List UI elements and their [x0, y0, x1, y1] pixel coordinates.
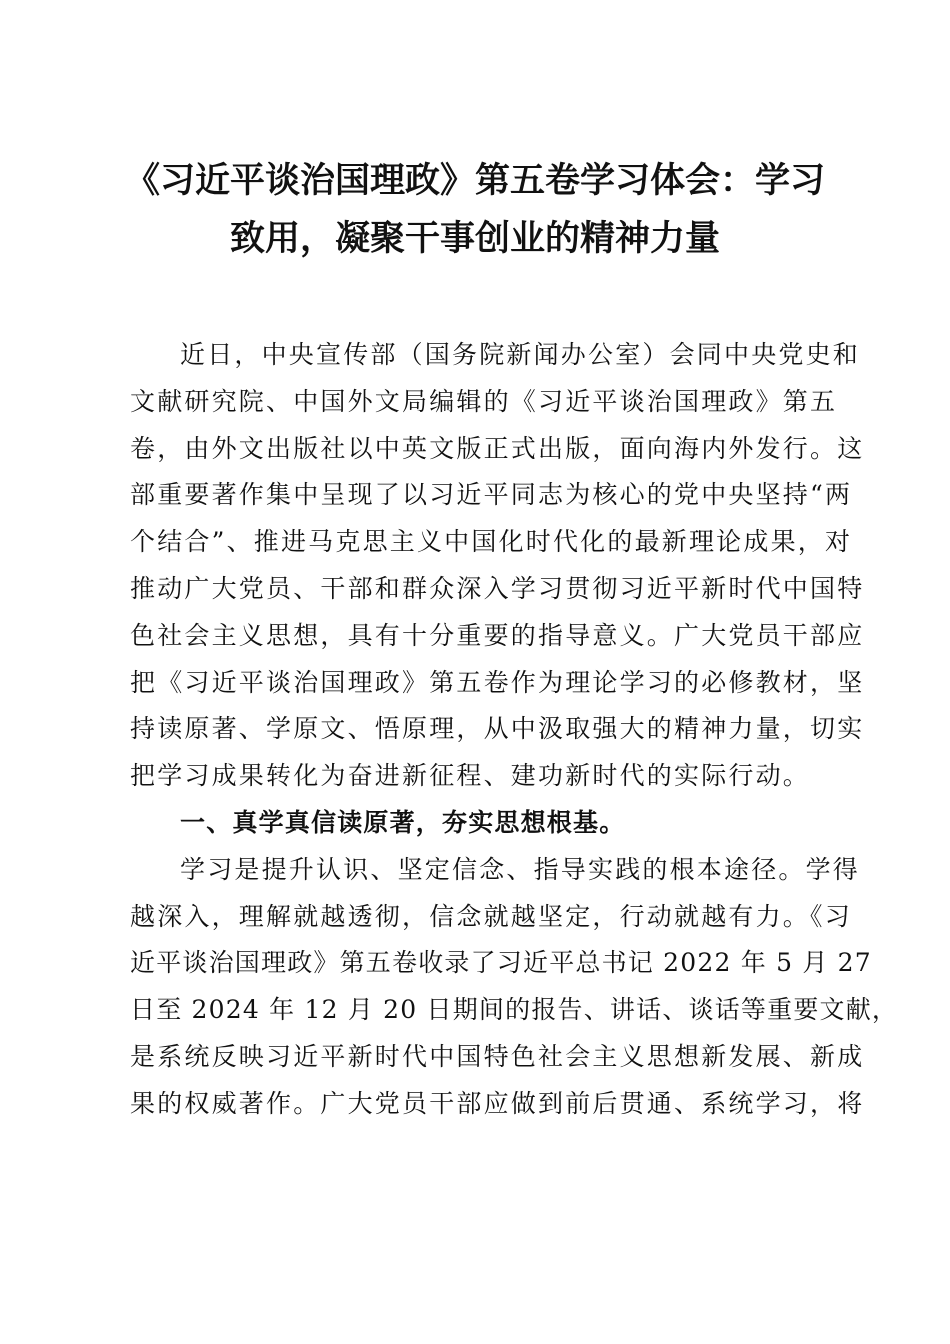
paragraph-2 — [130, 847, 899, 1128]
paragraph-1 — [130, 332, 865, 800]
text-line: 越深入，理解就越透彻，信念就越坚定，行动就越有力。《习 — [130, 901, 852, 931]
text-line: 把《习近平谈治国理政》第五卷作为理论学习的必修教材，坚 — [130, 667, 865, 697]
document-title — [110, 152, 840, 268]
text-line: 持读原著、学原文、悟原理，从中汲取强大的精神力量，切实 — [130, 714, 865, 744]
document-body — [130, 332, 899, 1128]
text-line: 是系统反映习近平新时代中国特色社会主义思想新发展、新成 — [130, 1041, 865, 1071]
title-line-1: 《习近平谈治国理政》第五卷学习体会：学习 — [124, 161, 825, 201]
text-line: 果的权威著作。广大党员干部应做到前后贯通、系统学习，将 — [130, 1088, 865, 1118]
text-line: 学习是提升认识、坚定信念、指导实践的根本途径。学得 — [180, 854, 861, 884]
title-line-2: 致用，凝聚干事创业的精神力量 — [229, 219, 720, 259]
text-line: 文献研究院、中国外文局编辑的《习近平谈治国理政》第五 — [130, 386, 838, 416]
text-line: 个结合”、推进马克思主义中国化时代化的最新理论成果，对 — [130, 527, 853, 557]
text-line: 卷，由外文出版社以中英文版正式出版，面向海内外发行。这 — [130, 433, 865, 463]
section-heading-1: 一、真学真信读原著，夯实思想根基。 — [180, 807, 626, 837]
text-line: 把学习成果转化为奋进新征程、建功新时代的实际行动。 — [130, 761, 811, 791]
text-line: 色社会主义思想，具有十分重要的指导意义。广大党员干部应 — [130, 620, 865, 650]
text-line: 日至 2024 年 12 月 20 日期间的报告、讲话、谈话等重要文献， — [130, 995, 899, 1025]
text-line: 推动广大党员、干部和群众深入学习贯彻习近平新时代中国特 — [130, 573, 865, 603]
text-line: 部重要著作集中呈现了以习近平同志为核心的党中央坚持“两 — [130, 480, 853, 510]
text-line: 近日，中央宣传部（国务院新闻办公室）会同中央党史和 — [180, 340, 861, 369]
text-line: 近平谈治国理政》第五卷收录了习近平总书记 2022 年 5 月 27 — [130, 948, 872, 978]
